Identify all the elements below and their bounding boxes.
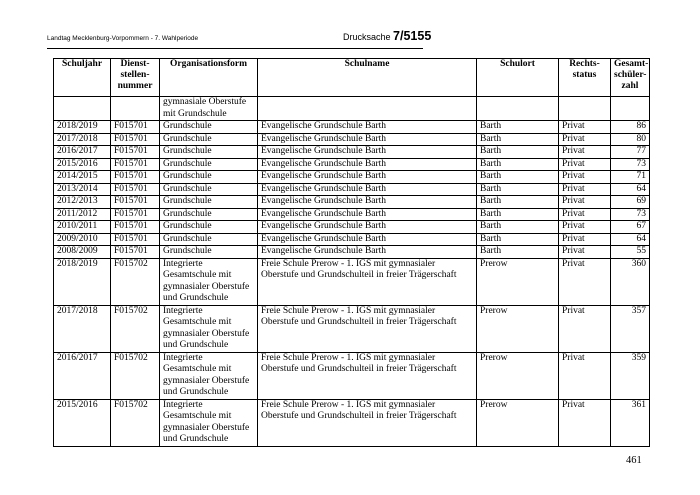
col-header-organisationsform: Organisationsform	[160, 59, 258, 97]
cell-schuljahr: 2016/2017	[54, 146, 111, 159]
cell-dienststellennummer: F015701	[111, 221, 160, 234]
cell-gesamtschuelerzahl: 64	[611, 233, 650, 246]
cell-dienststellennummer: F015701	[111, 208, 160, 221]
header-rule	[47, 48, 423, 49]
cell-schulname: Evangelische Grundschule Barth	[258, 183, 477, 196]
table-row	[54, 208, 650, 221]
cell-organisationsform: Grundschule	[160, 146, 258, 159]
parliament-header: Landtag Mecklenburg-Vorpommern - 7. Wahlperiode	[47, 35, 199, 42]
table-row	[54, 158, 650, 171]
table-row	[54, 221, 650, 234]
cell-organisationsform: Grundschule	[160, 196, 258, 209]
cell-organisationsform: Grundschule	[160, 183, 258, 196]
cell-rechtsstatus: Privat	[559, 146, 611, 159]
cell-schulort: Prerow	[477, 258, 559, 305]
cell-schuljahr: 2012/2013	[54, 196, 111, 209]
cell-gesamtschuelerzahl: 357	[611, 305, 650, 352]
cell-schulort: Barth	[477, 133, 559, 146]
cell-organisationsform: Grundschule	[160, 171, 258, 184]
cell-schuljahr: 2017/2018	[54, 305, 111, 352]
cell-schulname: Evangelische Grundschule Barth	[258, 208, 477, 221]
cell-organisationsform: Grundschule	[160, 208, 258, 221]
cell-schulort: Barth	[477, 196, 559, 209]
cell-schuljahr: 2013/2014	[54, 183, 111, 196]
cell-gesamtschuelerzahl: 73	[611, 158, 650, 171]
col-header-schuljahr: Schuljahr	[54, 59, 111, 97]
cell-schuljahr: 2018/2019	[54, 121, 111, 134]
table-row	[54, 121, 650, 134]
cell-schuljahr: 2014/2015	[54, 171, 111, 184]
cell-rechtsstatus: Privat	[559, 233, 611, 246]
cell-schulort: Prerow	[477, 305, 559, 352]
cell-schulname: Freie Schule Prerow - 1. IGS mit gymnasialer Oberstufe und Grundschulteil in freier Trägerschaft	[258, 258, 477, 305]
col-header-dienststellennummer: Dienst- stellen- nummer	[111, 59, 160, 97]
cell-dienststellennummer: F015701	[111, 233, 160, 246]
page-number: 461	[626, 455, 642, 466]
cell-organisationsform: Grundschule	[160, 158, 258, 171]
cell-schulname: Freie Schule Prerow - 1. IGS mit gymnasialer Oberstufe und Grundschulteil in freier Trägerschaft	[258, 352, 477, 399]
cell-schulort: Barth	[477, 221, 559, 234]
cell-schulname: Evangelische Grundschule Barth	[258, 233, 477, 246]
cell-gesamtschuelerzahl: 67	[611, 221, 650, 234]
col-header-rechtsstatus: Rechts- status	[559, 59, 611, 97]
cell-rechtsstatus: Privat	[559, 196, 611, 209]
cell-organisationsform: Grundschule	[160, 221, 258, 234]
cell-rechtsstatus: Privat	[559, 183, 611, 196]
col-header-schulort: Schulort	[477, 59, 559, 97]
cell-organisationsform: gymnasiale Oberstufe mit Grundschule	[160, 97, 258, 121]
col-header-schulname: Schulname	[258, 59, 477, 97]
cell-schulort: Barth	[477, 183, 559, 196]
cell-organisationsform: Grundschule	[160, 133, 258, 146]
cell-gesamtschuelerzahl: 55	[611, 246, 650, 259]
cell-gesamtschuelerzahl: 359	[611, 352, 650, 399]
cell-organisationsform: Integrierte Gesamtschule mit gymnasialer Oberstufe und Grundschule	[160, 352, 258, 399]
table-row	[54, 183, 650, 196]
cell-organisationsform: Integrierte Gesamtschule mit gymnasialer Oberstufe und Grundschule	[160, 305, 258, 352]
table-header-row	[54, 59, 650, 97]
cell-dienststellennummer: F015702	[111, 399, 160, 446]
cell-schulort: Barth	[477, 171, 559, 184]
cell-rechtsstatus: Privat	[559, 208, 611, 221]
cell-gesamtschuelerzahl: 360	[611, 258, 650, 305]
doc-label: Drucksache	[343, 32, 391, 42]
cell-gesamtschuelerzahl: 73	[611, 208, 650, 221]
cell-schulort: Prerow	[477, 352, 559, 399]
cell-dienststellennummer: F015702	[111, 258, 160, 305]
table-row	[54, 246, 650, 259]
cell-schuljahr: 2018/2019	[54, 258, 111, 305]
cell-rechtsstatus: Privat	[559, 221, 611, 234]
cell-rechtsstatus: Privat	[559, 399, 611, 446]
table-row	[54, 305, 650, 352]
cell-schulname: Evangelische Grundschule Barth	[258, 196, 477, 209]
cell-schuljahr: 2011/2012	[54, 208, 111, 221]
cell-schuljahr: 2015/2016	[54, 399, 111, 446]
cell-dienststellennummer: F015701	[111, 171, 160, 184]
table-row	[54, 258, 650, 305]
school-statistics-table	[53, 58, 650, 447]
cell-schulname: Freie Schule Prerow - 1. IGS mit gymnasialer Oberstufe und Grundschulteil in freier Trägerschaft	[258, 399, 477, 446]
col-header-gesamtschuelerzahl: Gesamt- schüler- zahl	[611, 59, 650, 97]
cell-rechtsstatus: Privat	[559, 158, 611, 171]
doc-number: 7/5155	[393, 29, 432, 43]
cell-gesamtschuelerzahl: 86	[611, 121, 650, 134]
cell-dienststellennummer: F015701	[111, 146, 160, 159]
cell-schuljahr: 2010/2011	[54, 221, 111, 234]
continuation-row	[54, 97, 650, 121]
cell-gesamtschuelerzahl: 80	[611, 133, 650, 146]
cell-schulort: Barth	[477, 121, 559, 134]
cell-dienststellennummer: F015702	[111, 352, 160, 399]
cell-schulort: Prerow	[477, 399, 559, 446]
table-row	[54, 233, 650, 246]
cell-schulort: Barth	[477, 246, 559, 259]
cell-schuljahr: 2016/2017	[54, 352, 111, 399]
cell-schulname: Evangelische Grundschule Barth	[258, 246, 477, 259]
cell-gesamtschuelerzahl: 71	[611, 171, 650, 184]
cell-schulname: Freie Schule Prerow - 1. IGS mit gymnasialer Oberstufe und Grundschulteil in freier Trägerschaft	[258, 305, 477, 352]
cell-dienststellennummer: F015701	[111, 121, 160, 134]
cell-schulname: Evangelische Grundschule Barth	[258, 133, 477, 146]
cell-schuljahr: 2008/2009	[54, 246, 111, 259]
cell-schulname: Evangelische Grundschule Barth	[258, 171, 477, 184]
cell-gesamtschuelerzahl: 64	[611, 183, 650, 196]
cell-dienststellennummer: F015701	[111, 158, 160, 171]
cell-schulname: Evangelische Grundschule Barth	[258, 121, 477, 134]
cell-dienststellennummer: F015701	[111, 196, 160, 209]
table-row	[54, 196, 650, 209]
cell-schuljahr: 2017/2018	[54, 133, 111, 146]
table-row	[54, 352, 650, 399]
cell-rechtsstatus: Privat	[559, 246, 611, 259]
table-row	[54, 399, 650, 446]
cell-schulname: Evangelische Grundschule Barth	[258, 221, 477, 234]
cell-rechtsstatus: Privat	[559, 133, 611, 146]
cell-organisationsform: Integrierte Gesamtschule mit gymnasialer Oberstufe und Grundschule	[160, 258, 258, 305]
cell-rechtsstatus: Privat	[559, 121, 611, 134]
cell-organisationsform: Grundschule	[160, 246, 258, 259]
cell-schulort: Barth	[477, 146, 559, 159]
cell-gesamtschuelerzahl: 69	[611, 196, 650, 209]
document-reference	[343, 29, 431, 43]
table-row	[54, 133, 650, 146]
cell-rechtsstatus: Privat	[559, 171, 611, 184]
cell-schulort: Barth	[477, 208, 559, 221]
cell-organisationsform: Integrierte Gesamtschule mit gymnasialer Oberstufe und Grundschule	[160, 399, 258, 446]
cell-dienststellennummer: F015701	[111, 183, 160, 196]
table-row	[54, 146, 650, 159]
cell-dienststellennummer: F015702	[111, 305, 160, 352]
cell-schulname: Evangelische Grundschule Barth	[258, 146, 477, 159]
cell-organisationsform: Grundschule	[160, 121, 258, 134]
cell-schulname: Evangelische Grundschule Barth	[258, 158, 477, 171]
cell-dienststellennummer: F015701	[111, 246, 160, 259]
table-row	[54, 171, 650, 184]
cell-schuljahr: 2015/2016	[54, 158, 111, 171]
cell-schuljahr: 2009/2010	[54, 233, 111, 246]
cell-rechtsstatus: Privat	[559, 258, 611, 305]
cell-schulort: Barth	[477, 233, 559, 246]
cell-gesamtschuelerzahl: 77	[611, 146, 650, 159]
cell-dienststellennummer: F015701	[111, 133, 160, 146]
cell-rechtsstatus: Privat	[559, 352, 611, 399]
cell-schulort: Barth	[477, 158, 559, 171]
cell-rechtsstatus: Privat	[559, 305, 611, 352]
cell-gesamtschuelerzahl: 361	[611, 399, 650, 446]
cell-organisationsform: Grundschule	[160, 233, 258, 246]
